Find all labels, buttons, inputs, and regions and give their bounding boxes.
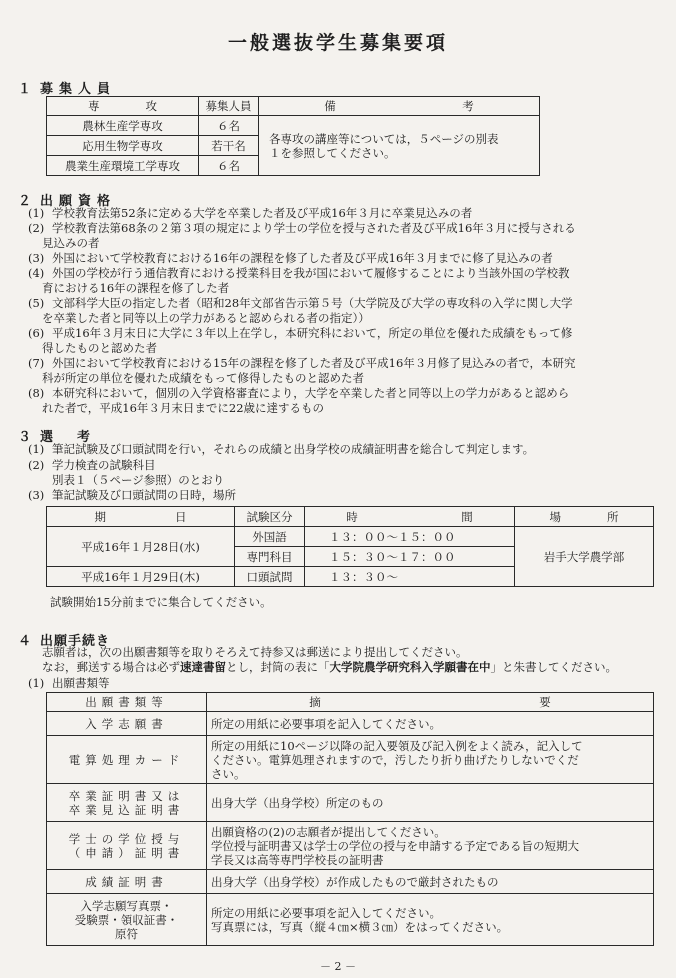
table-header-row: 専 攻 募集人員 備 考 [47, 97, 540, 116]
list-item: (4) 外国の学校が行う通信教育における授業科目を我が国において履修することにより当該外国の学校教 [28, 266, 570, 280]
list-item: (5) 文部科学大臣の指定した者（昭和28年文部省告示第５号（大学院及び大学の専攻科の入学に関し大学 [28, 296, 573, 310]
page-number: － 2 － [320, 960, 356, 973]
list-item: (8) 本研究科において，個別の入学資格審査により，大学を卒業した者と同等以上の学力があると認めら [28, 386, 570, 400]
list-item-continuation: れた者で，平成16年３月末日までに22歳に達するもの [42, 401, 325, 415]
list-item-continuation: 得したものと認めた者 [42, 341, 157, 355]
table-header-row: 出願書類等 摘 要 [47, 693, 654, 712]
recruitment-note: 各専攻の講座等については，５ページの別表１を参照してください。 [269, 131, 499, 160]
table-row: 卒業証明書又は 卒業見込証明書 出身大学（出身学校）所定のもの [47, 784, 654, 822]
table-row: 電算処理カード 所定の用紙に10ページ以降の記入要領及び記入例をよく読み，記入して ください。電算処理されますので，汚したり折り曲げたりしないでくだ さい。 [47, 736, 654, 784]
list-item-continuation: 見込みの者 [42, 236, 100, 250]
list-item: (1) 出願書類等 [28, 676, 110, 690]
list-item: (7) 外国において学校教育における15年の課程を修了した者及び平成16年３月修了見込みの者で，本研究 [28, 356, 576, 370]
table-row: 学士の学位授与 （申請）証明書 出願資格の(2)の志願者が提出してください。 学位授与証明書又は学士の学位の授与を申請する予定である旨の短期大 学長又は高等専門学校長の証明書 [47, 822, 654, 870]
table-row: 入学志願書 所定の用紙に必要事項を記入してください。 [47, 712, 654, 736]
table-row: 平成16年１月29日(木) 口頭試問 １３：３０～ [47, 567, 654, 587]
table-row: 農業生産環境工学専攻 ６名 [47, 156, 540, 176]
table-row: 応用生物学専攻 若干名 [47, 136, 540, 156]
list-item: (2) 学校教育法第68条の２第３項の規定により学士の学位を授与された者及び平成16年３月に授与される [28, 221, 576, 235]
list-item-continuation: 科が所定の単位を優れた成績をもって修得したものと認めた者 [42, 371, 364, 385]
section-4-heading: ４ 出願手続き [18, 634, 111, 649]
table-row: 平成16年１月28日(水) 外国語 １３：００～１５：００ 岩手大学農学部 [47, 527, 654, 547]
table-row: 専門科目 １５：３０～１７：００ [47, 547, 654, 567]
list-item-continuation: 育における16年の課程を修了した者 [42, 281, 230, 295]
application-documents-table [46, 692, 654, 946]
procedure-paragraph-1: 志願者は，次の出願書類等を取りそろえて持参又は郵送により提出してください。 [42, 645, 468, 659]
section-1-heading: １ 募集人員 [18, 82, 117, 97]
procedure-paragraph-2: なお，郵送する場合は必ず速達書留とし，封筒の表に「大学院農学研究科入学願書在中」と朱書してください。 [42, 660, 617, 674]
section-3-heading: ３ 選考 [18, 430, 115, 445]
list-item: (1) 筆記試験及び口頭試問を行い，それらの成績と出身学校の成績証明書を総合して判定します。 [28, 442, 535, 456]
table-row: 農林生産学専攻 ６名 各専攻の講座等については，５ページの別表１を参照してください。 [47, 116, 540, 136]
list-item: (3) 筆記試験及び口頭試問の日時，場所 [28, 488, 236, 502]
list-item: (3) 外国において学校教育における16年の課程を修了した者及び平成16年３月までに修了見込みの者 [28, 251, 553, 265]
table-row: 成績証明書 出身大学（出身学校）が作成したもので厳封されたもの [47, 870, 654, 894]
page-title: 一般選抜学生募集要項 [227, 32, 448, 54]
list-item-continuation: を卒業した者と同等以上の学力があると認められる者の指定）） [42, 311, 370, 325]
section-2-heading: ２ 出願資格 [18, 194, 117, 209]
table-row: 入学志願写真票・ 受験票・領収証書・ 原符 所定の用紙に必要事項を記入してください。 写真票には，写真（縦４㎝×横３㎝）をはってください。 [47, 894, 654, 946]
list-item: (6) 平成16年３月末日に大学に３年以上在学し，本研究科において，所定の単位を優れた成績をもって修 [28, 326, 573, 340]
exam-schedule-table [46, 506, 654, 587]
list-item: (1) 学校教育法第52条に定める大学を卒業した者及び平成16年３月に卒業見込みの者 [28, 206, 473, 220]
list-item: (2) 学力検査の試験科目 [28, 458, 156, 472]
gather-note: 試験開始15分前までに集合してください。 [50, 595, 272, 609]
recruitment-table [46, 96, 540, 176]
list-item-continuation: 別表１（５ページ参照）のとおり [52, 473, 225, 487]
table-header-row: 期 日 試験区分 時 間 場 所 [47, 507, 654, 527]
